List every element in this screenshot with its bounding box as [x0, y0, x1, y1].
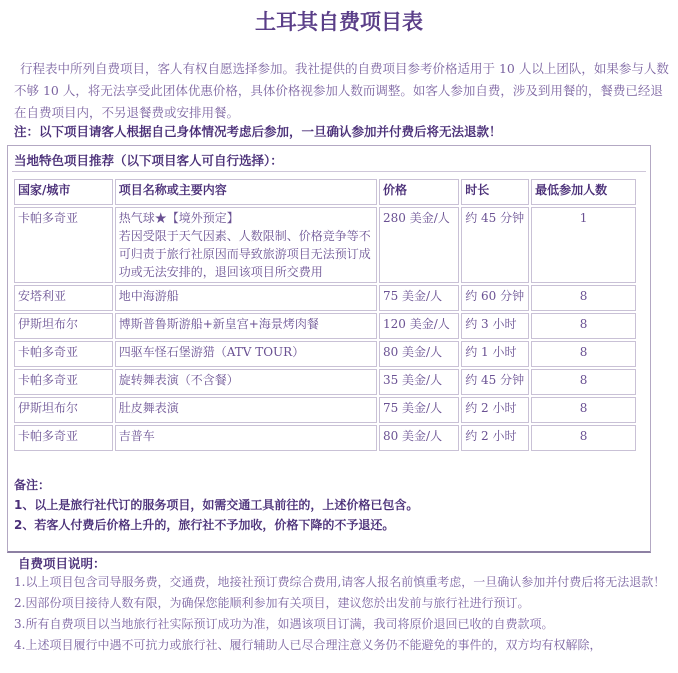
cell-item: 博斯普鲁斯游船+新皇宫+海景烤肉餐 — [115, 313, 377, 339]
remark-item: 2、若客人付费后价格上升的，旅行社不予加收，价格下降的不予退还。 — [14, 518, 395, 532]
cell-city: 卡帕多奇亚 — [14, 341, 113, 367]
cell-duration: 约 2 小时 — [461, 425, 529, 451]
header-price: 价格 — [379, 179, 459, 205]
cell-city: 伊斯坦布尔 — [14, 397, 113, 423]
remarks-title: 备注： — [14, 478, 51, 492]
cell-min-people: 8 — [531, 285, 636, 311]
remarks-block — [14, 475, 644, 535]
cell-duration: 约 2 小时 — [461, 397, 529, 423]
table-header-row — [14, 179, 636, 205]
item-note: 若因受限于天气因素、人数限制、价格竞争等不可归责于旅行社原因而导致旅游项目无法预订成功或无法安排的，退回该项目所交费用 — [118, 229, 371, 279]
cell-duration: 约 45 分钟 — [461, 369, 529, 395]
cell-city: 安塔利亚 — [14, 285, 113, 311]
optional-tours-table — [12, 177, 638, 453]
explanation-item: 1.以上项目包含司导服务费，交通费，地接社预订费综合费用,请客人报名前慎重考虑，一旦确认参加并付费后将无法退款！ — [14, 575, 666, 589]
page-title: 土耳其自费项目表 — [255, 10, 423, 34]
cell-min-people: 8 — [531, 425, 636, 451]
explanation-item: 2.因部份项目接待人数有限，为确保您能顺利参加有关项目，建议您於出发前与旅行社进行预订。 — [14, 596, 530, 610]
cell-min-people: 8 — [531, 369, 636, 395]
cell-price: 75 美金/人 — [379, 285, 459, 311]
cell-item: 旋转舞表演（不含餐） — [115, 369, 377, 395]
explanation-title: 自费项目说明： — [18, 556, 106, 571]
explanation-list — [14, 572, 674, 656]
explanation-item: 4.上述项目履行中遇不可抗力或旅行社、履行辅助人已尽合理注意义务仍不能避免的事件的，双方均有权解除， — [14, 638, 602, 652]
header-min-people: 最低参加人数 — [531, 179, 636, 205]
cell-price: 280 美金/人 — [379, 207, 459, 283]
item-name: 热气球★【境外预定】 — [118, 211, 239, 225]
header-item: 项目名称或主要内容 — [115, 179, 377, 205]
cell-price: 80 美金/人 — [379, 341, 459, 367]
header-duration: 时长 — [461, 179, 529, 205]
cell-city: 卡帕多奇亚 — [14, 207, 113, 283]
cell-min-people: 8 — [531, 397, 636, 423]
cell-duration: 约 60 分钟 — [461, 285, 529, 311]
table-row — [14, 285, 636, 311]
cell-price: 80 美金/人 — [379, 425, 459, 451]
cell-duration: 约 45 分钟 — [461, 207, 529, 283]
table-row — [14, 369, 636, 395]
cell-price: 120 美金/人 — [379, 313, 459, 339]
cell-item: 吉普车 — [115, 425, 377, 451]
recommendations-panel — [7, 145, 651, 553]
explanation-item: 3.所有自费项目以当地旅行社实际预订成功为准，如遇该项目订满，我司将原价退回已收的自费款项。 — [14, 617, 554, 631]
cell-price: 75 美金/人 — [379, 397, 459, 423]
cell-item: 地中海游船 — [115, 285, 377, 311]
cell-price: 35 美金/人 — [379, 369, 459, 395]
cell-item — [115, 207, 377, 283]
table-row — [14, 313, 636, 339]
intro-paragraph: 行程表中所列自费项目，客人有权自愿选择参加。我社提供的自费项目参考价格适用于 10 人以上团队，如果参与人数不够 10 人，将无法享受此团体优惠价格，具体价格视参加人数而调整。如客人参加自费，涉及到用餐的，餐费已经退在自费项目内，不另退餐费或安排用餐。 — [14, 61, 669, 120]
cell-item: 四驱车怪石堡游猎（ATV TOUR） — [115, 341, 377, 367]
table-row — [14, 207, 636, 283]
cell-duration: 约 1 小时 — [461, 341, 529, 367]
warning-note: 注：以下项目请客人根据自己身体情况考虑后参加，一旦确认参加并付费后将无法退款！ — [14, 124, 502, 139]
header-city: 国家/城市 — [14, 179, 113, 205]
cell-min-people: 1 — [531, 207, 636, 283]
cell-item: 肚皮舞表演 — [115, 397, 377, 423]
cell-min-people: 8 — [531, 341, 636, 367]
cell-duration: 约 3 小时 — [461, 313, 529, 339]
table-row — [14, 341, 636, 367]
table-row — [14, 397, 636, 423]
table-row — [14, 425, 636, 451]
cell-city: 卡帕多奇亚 — [14, 369, 113, 395]
cell-min-people: 8 — [531, 313, 636, 339]
section-title: 当地特色项目推荐（以下项目客人可自行选择）： — [12, 150, 646, 172]
cell-city: 伊斯坦布尔 — [14, 313, 113, 339]
remark-item: 1、以上是旅行社代订的服务项目，如需交通工具前往的，上述价格已包含。 — [14, 498, 419, 512]
cell-city: 卡帕多奇亚 — [14, 425, 113, 451]
